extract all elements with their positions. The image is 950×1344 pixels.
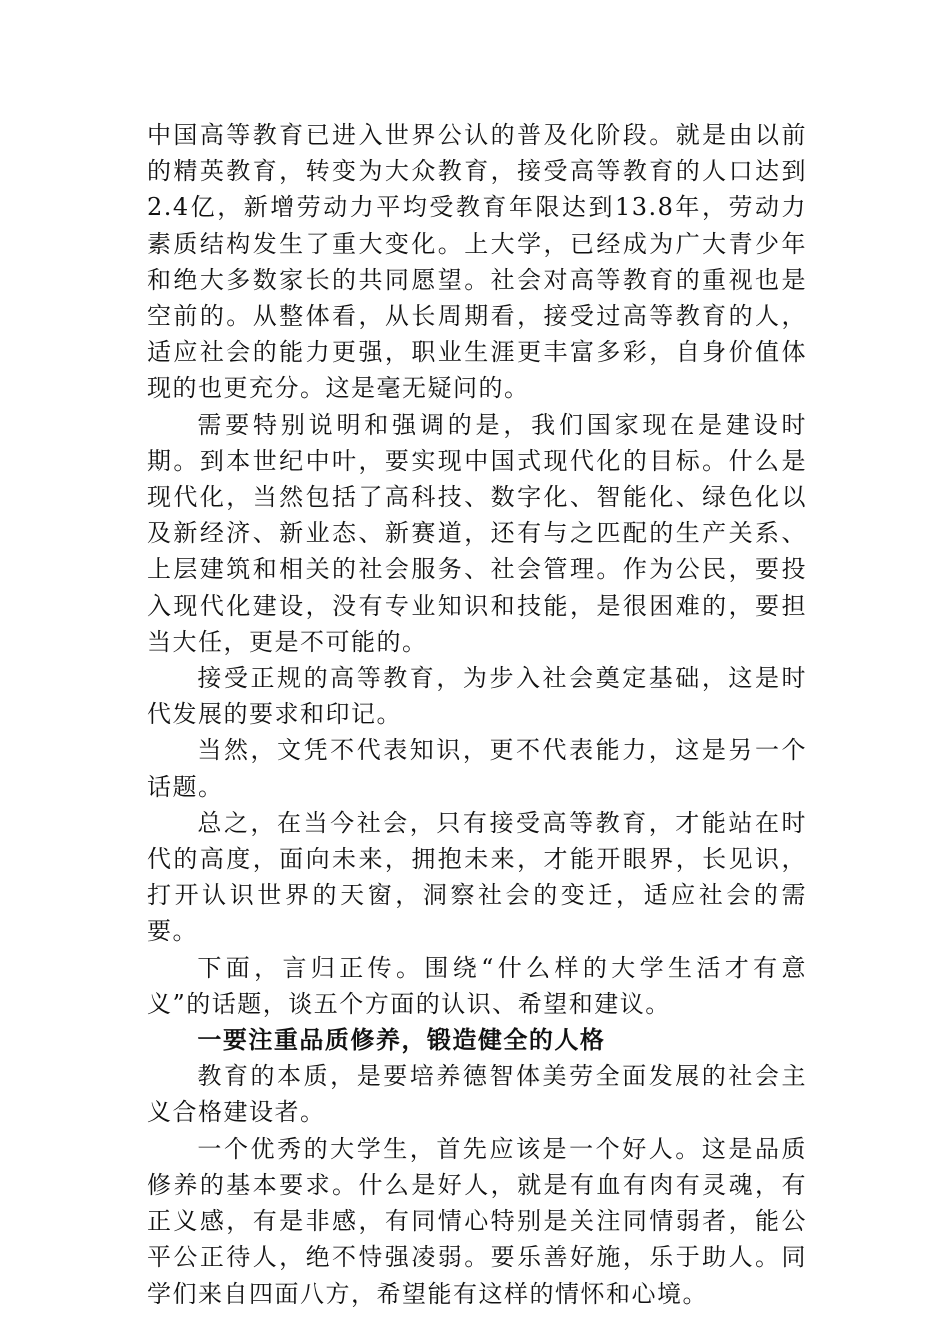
paragraph: 下面，言归正传。围绕“什么样的大学生活才有意义”的话题，谈五个方面的认识、希望和建议。 bbox=[147, 953, 807, 1018]
paragraph: 需要特别说明和强调的是，我们国家现在是建设时期。到本世纪中叶，要实现中国式现代化的目标。什么是现代化，当然包括了高科技、数字化、智能化、绿色化以及新经济、新业态、新赛道，还有与之匹配的生产关系、上层建筑和相关的社会服务、社会管理。作为公民，要投入现代化建设，没有专业知识和技能，是很困难的，要担当大任，更是不可能的。 bbox=[147, 410, 807, 656]
section-heading: 一要注重品质修养，锻造健全的人格 bbox=[197, 1026, 606, 1055]
paragraph: 教育的本质，是要培养德智体美劳全面发展的社会主义合格建设者。 bbox=[147, 1062, 807, 1127]
paragraph: 接受正规的高等教育，为步入社会奠定基础，这是时代发展的要求和印记。 bbox=[147, 664, 807, 729]
paragraph: 一个优秀的大学生，首先应该是一个好人。这是品质修养的基本要求。什么是好人，就是有血有肉有灵魂，有正义感，有是非感，有同情心特别是关注同情弱者，能公平公正待人，绝不恃强凌弱。要乐善好施，乐于助人。同学们来自四面八方，希望能有这样的情怀和心境。 bbox=[147, 1134, 807, 1308]
paragraph-continuation: 中国高等教育已进入世界公认的普及化阶段。就是由以前的精英教育，转变为大众教育，接受高等教育的人口达到2.4亿，新增劳动力平均受教育年限达到13.8年，劳动力素质结构发生了重大变化。上大学，已经成为广大青少年和绝大多数家长的共同愿望。社会对高等教育的重视也是空前的。从整体看，从长周期看，接受过高等教育的人，适应社会的能力更强，职业生涯更丰富多彩，自身价值体现的也更充分。这是毫无疑问的。 bbox=[147, 121, 807, 403]
document-body bbox=[147, 117, 807, 1312]
paragraph: 总之，在当今社会，只有接受高等教育，才能站在时代的高度，面向未来，拥抱未来，才能开眼界，长见识，打开认识世界的天窗，洞察社会的变迁，适应社会的需要。 bbox=[147, 808, 807, 946]
paragraph: 当然，文凭不代表知识，更不代表能力，这是另一个话题。 bbox=[147, 736, 807, 801]
